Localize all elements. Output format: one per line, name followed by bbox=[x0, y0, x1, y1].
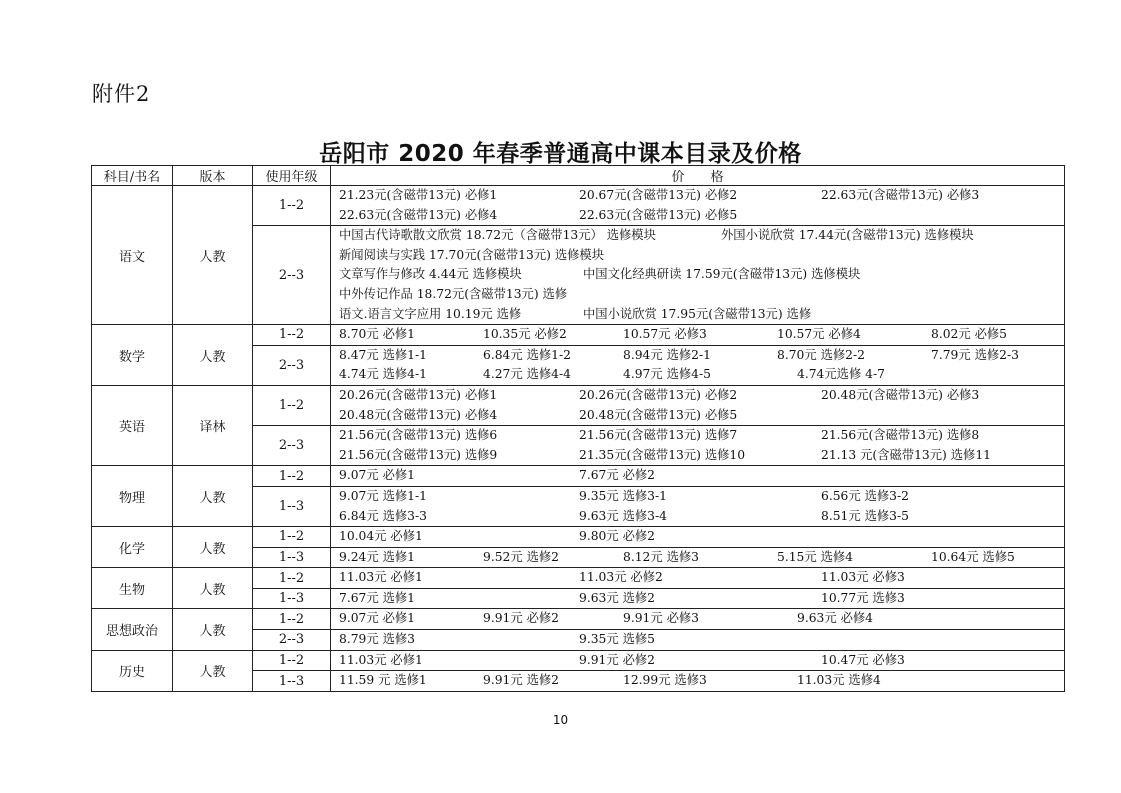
price-line bbox=[339, 186, 1064, 206]
version-cell: 人教 bbox=[173, 325, 253, 386]
price-item: 8.47元 选修1-1 bbox=[339, 347, 427, 362]
price-item: 9.91元 必修2 bbox=[483, 611, 560, 626]
price-item: 语文.语言文字应用 10.19元 选修 bbox=[339, 306, 522, 321]
table-header-row bbox=[92, 166, 1065, 186]
price-item: 7.67元 选修1 bbox=[339, 590, 416, 605]
subject-cell: 历史 bbox=[92, 650, 173, 691]
table-row bbox=[92, 186, 1065, 226]
price-item: 21.56元(含磁带13元) 选修7 bbox=[579, 428, 738, 443]
price-line bbox=[339, 527, 1064, 547]
price-item: 10.35元 必修2 bbox=[483, 327, 567, 342]
price-item: 8.12元 选修3 bbox=[623, 549, 700, 564]
price-item: 11.03元 必修1 bbox=[339, 652, 423, 667]
price-line bbox=[339, 246, 1064, 266]
price-item: 20.67元(含磁带13元) 必修2 bbox=[579, 188, 738, 202]
price-item: 9.63元 选修2 bbox=[579, 590, 656, 605]
price-item: 11.03元 必修1 bbox=[339, 570, 423, 585]
price-line bbox=[339, 426, 1064, 446]
version-cell: 人教 bbox=[173, 466, 253, 527]
page-title: 岳阳市 2020 年春季普通高中课本目录及价格 bbox=[319, 141, 802, 167]
price-line bbox=[339, 609, 1064, 629]
price-item: 10.77元 选修3 bbox=[821, 590, 905, 605]
price-item: 9.07元 必修1 bbox=[339, 611, 416, 626]
table-body bbox=[92, 186, 1065, 692]
attachment-label: 附件2 bbox=[92, 82, 151, 106]
price-cell bbox=[331, 650, 1065, 671]
version-cell: 译林 bbox=[173, 385, 253, 465]
price-item: 文章写作与修改 4.44元 选修模块 bbox=[339, 267, 522, 282]
price-item: 21.56元(含磁带13元) 选修6 bbox=[339, 428, 498, 443]
price-cell bbox=[331, 466, 1065, 487]
price-cell bbox=[331, 547, 1065, 568]
price-item: 9.91元 必修2 bbox=[579, 652, 656, 667]
grade-cell: 2--3 bbox=[253, 345, 331, 385]
price-line bbox=[339, 507, 1064, 527]
table-row bbox=[92, 609, 1065, 630]
price-item: 8.70元 必修1 bbox=[339, 327, 416, 342]
price-item: 11.03元 必修2 bbox=[579, 570, 663, 585]
price-item: 20.26元(含磁带13元) 必修1 bbox=[339, 387, 498, 402]
price-cell bbox=[331, 345, 1065, 385]
grade-cell: 1--2 bbox=[253, 385, 331, 425]
price-item: 6.84元 选修1-2 bbox=[483, 347, 571, 362]
price-line bbox=[339, 651, 1064, 671]
price-cell bbox=[331, 609, 1065, 630]
subject-cell: 数学 bbox=[92, 325, 173, 386]
price-item: 4.74元 选修4-1 bbox=[339, 367, 427, 382]
grade-cell: 1--2 bbox=[253, 568, 331, 589]
price-line bbox=[339, 487, 1064, 507]
price-item: 20.48元(含磁带13元) 必修4 bbox=[339, 407, 498, 422]
subject-cell: 物理 bbox=[92, 466, 173, 527]
grade-cell: 1--3 bbox=[253, 547, 331, 568]
page-number: 10 bbox=[552, 713, 569, 727]
price-item: 21.56元(含磁带13元) 选修8 bbox=[821, 428, 980, 443]
price-item: 10.57元 必修3 bbox=[623, 327, 707, 342]
price-item: 21.56元(含磁带13元) 选修9 bbox=[339, 447, 498, 462]
price-item: 21.13 元(含磁带13元) 选修11 bbox=[821, 447, 991, 462]
price-item: 22.63元(含磁带13元) 必修3 bbox=[821, 188, 980, 202]
price-item: 9.91元 必修3 bbox=[623, 611, 700, 626]
price-item: 4.97元 选修4-5 bbox=[623, 367, 711, 382]
price-cell bbox=[331, 325, 1065, 346]
price-item: 9.24元 选修1 bbox=[339, 549, 416, 564]
price-item: 6.56元 选修3-2 bbox=[821, 488, 909, 503]
price-cell bbox=[331, 426, 1065, 466]
price-line bbox=[339, 589, 1064, 609]
price-cell bbox=[331, 186, 1065, 226]
price-item: 10.04元 必修1 bbox=[339, 529, 423, 544]
version-cell: 人教 bbox=[173, 609, 253, 650]
grade-cell: 1--3 bbox=[253, 671, 331, 692]
price-item: 11.59 元 选修1 bbox=[339, 673, 427, 688]
price-item: 21.35元(含磁带13元) 选修10 bbox=[579, 447, 746, 462]
version-cell: 人教 bbox=[173, 186, 253, 325]
price-cell bbox=[331, 671, 1065, 692]
price-line bbox=[339, 548, 1064, 568]
grade-cell: 2--3 bbox=[253, 426, 331, 466]
price-cell bbox=[331, 568, 1065, 589]
subject-cell: 生物 bbox=[92, 568, 173, 609]
price-cell bbox=[331, 226, 1065, 325]
price-line bbox=[339, 365, 1064, 385]
price-item: 10.64元 选修5 bbox=[931, 549, 1015, 564]
grade-cell: 1--2 bbox=[253, 609, 331, 630]
price-item: 中国古代诗歌散文欣赏 18.72元（含磁带13元） 选修模块 bbox=[339, 228, 656, 243]
grade-cell: 1--3 bbox=[253, 588, 331, 609]
price-item: 9.35元 选修3-1 bbox=[579, 488, 667, 503]
grade-cell: 1--2 bbox=[253, 325, 331, 346]
table-row bbox=[92, 466, 1065, 487]
table-row bbox=[92, 325, 1065, 346]
price-item: 21.23元(含磁带13元) 必修1 bbox=[339, 188, 498, 202]
grade-cell: 2--3 bbox=[253, 226, 331, 325]
price-item: 9.52元 选修2 bbox=[483, 549, 560, 564]
price-line bbox=[339, 446, 1064, 466]
price-line bbox=[339, 305, 1064, 325]
price-cell bbox=[331, 527, 1065, 548]
price-cell bbox=[331, 486, 1065, 526]
price-item: 4.27元 选修4-4 bbox=[483, 367, 571, 382]
header-subject: 科目/书名 bbox=[92, 166, 173, 186]
header-version: 版本 bbox=[173, 166, 253, 186]
price-item: 8.51元 选修3-5 bbox=[821, 508, 909, 523]
price-cell bbox=[331, 588, 1065, 609]
price-item: 6.84元 选修3-3 bbox=[339, 508, 427, 523]
price-item: 10.47元 必修3 bbox=[821, 652, 905, 667]
subject-cell: 语文 bbox=[92, 186, 173, 325]
price-line bbox=[339, 630, 1064, 650]
price-line bbox=[339, 346, 1064, 366]
price-item: 8.70元 选修2-2 bbox=[777, 347, 865, 362]
price-item: 9.35元 选修5 bbox=[579, 632, 656, 647]
price-item: 7.79元 选修2-3 bbox=[931, 347, 1019, 362]
grade-cell: 1--2 bbox=[253, 650, 331, 671]
price-item: 22.63元(含磁带13元) 必修4 bbox=[339, 207, 498, 222]
subject-cell: 英语 bbox=[92, 385, 173, 465]
grade-cell: 1--3 bbox=[253, 486, 331, 526]
price-item: 9.91元 选修2 bbox=[483, 673, 560, 688]
price-line bbox=[339, 406, 1064, 426]
price-item: 22.63元(含磁带13元) 必修5 bbox=[579, 207, 738, 222]
price-item: 20.26元(含磁带13元) 必修2 bbox=[579, 387, 738, 402]
price-item: 11.03元 选修4 bbox=[797, 673, 881, 688]
price-item: 20.48元(含磁带13元) 必修3 bbox=[821, 387, 980, 402]
price-item: 12.99元 选修3 bbox=[623, 673, 707, 688]
price-item: 8.79元 选修3 bbox=[339, 632, 416, 647]
price-item: 11.03元 必修3 bbox=[821, 570, 905, 585]
price-item: 8.94元 选修2-1 bbox=[623, 347, 711, 362]
price-item: 9.07元 选修1-1 bbox=[339, 488, 427, 503]
table-row bbox=[92, 527, 1065, 548]
price-line bbox=[339, 386, 1064, 406]
price-item: 中外传记作品 18.72元(含磁带13元) 选修 bbox=[339, 286, 568, 301]
price-item: 9.63元 必修4 bbox=[797, 611, 874, 626]
price-cell bbox=[331, 630, 1065, 651]
price-line bbox=[339, 466, 1064, 486]
subject-cell: 思想政治 bbox=[92, 609, 173, 650]
price-item: 中国小说欣赏 17.95元(含磁带13元) 选修 bbox=[583, 306, 812, 321]
price-item: 8.02元 必修5 bbox=[931, 327, 1008, 342]
price-item: 10.57元 必修4 bbox=[777, 327, 861, 342]
price-line bbox=[339, 265, 1064, 285]
price-item: 9.80元 必修2 bbox=[579, 529, 656, 544]
grade-cell: 1--2 bbox=[253, 466, 331, 487]
header-price: 价 格 bbox=[331, 166, 1065, 186]
subject-cell: 化学 bbox=[92, 527, 173, 568]
grade-cell: 1--2 bbox=[253, 186, 331, 226]
price-line bbox=[339, 568, 1064, 588]
grade-cell: 1--2 bbox=[253, 527, 331, 548]
price-item: 9.07元 必修1 bbox=[339, 468, 416, 483]
price-cell bbox=[331, 385, 1065, 425]
price-item: 7.67元 必修2 bbox=[579, 468, 656, 483]
price-item: 新闻阅读与实践 17.70元(含磁带13元) 选修模块 bbox=[339, 247, 605, 262]
version-cell: 人教 bbox=[173, 568, 253, 609]
version-cell: 人教 bbox=[173, 650, 253, 691]
table-row bbox=[92, 650, 1065, 671]
version-cell: 人教 bbox=[173, 527, 253, 568]
grade-cell: 2--3 bbox=[253, 630, 331, 651]
price-line bbox=[339, 671, 1064, 691]
price-item: 20.48元(含磁带13元) 必修5 bbox=[579, 407, 738, 422]
price-item: 中国文化经典研读 17.59元(含磁带13元) 选修模块 bbox=[583, 267, 861, 282]
price-item: 5.15元 选修4 bbox=[777, 549, 854, 564]
textbook-price-table bbox=[91, 165, 1065, 692]
price-line bbox=[339, 226, 1064, 246]
price-item: 外国小说欣赏 17.44元(含磁带13元) 选修模块 bbox=[721, 228, 974, 243]
table-row bbox=[92, 568, 1065, 589]
price-item: 9.63元 选修3-4 bbox=[579, 508, 667, 523]
table-row bbox=[92, 385, 1065, 425]
price-line bbox=[339, 285, 1064, 305]
price-item: 4.74元选修 4-7 bbox=[797, 367, 885, 382]
price-line bbox=[339, 325, 1064, 345]
header-grade: 使用年级 bbox=[253, 166, 331, 186]
price-line bbox=[339, 206, 1064, 226]
